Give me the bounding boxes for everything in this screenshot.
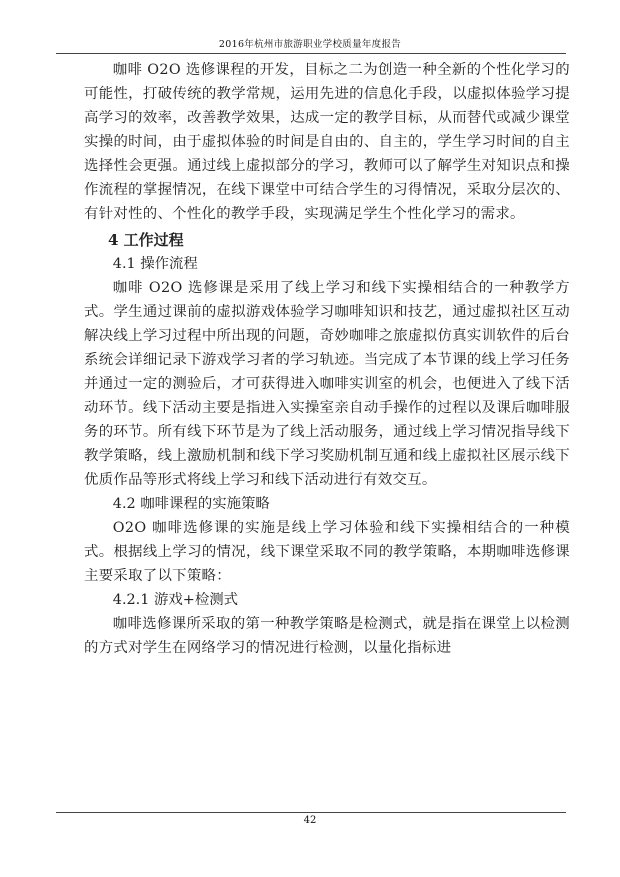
subsection-heading-4-2: 4.2 咖啡课程的实施策略 xyxy=(112,496,270,512)
page-body xyxy=(84,58,570,660)
paragraph-strategy: O2O 咖啡选修课的实施是线上学习体验和线下实操相结合的一种模式。根据线上学习的情况，线下课堂采取不同的教学策略，本期咖啡选修课主要采取了以下策略： xyxy=(84,520,570,584)
section-heading-4: 4 工作过程 xyxy=(108,231,184,249)
paragraph-detection: 咖啡选修课所采取的第一种教学策略是检测式，就是指在课堂上以检测的方式对学生在网络学习的情况进行检测，以量化指标进 xyxy=(84,616,570,656)
page-header: 2016年杭州市旅游职业学校质量年度报告 xyxy=(218,39,402,50)
page-number: 42 xyxy=(303,815,317,826)
subsection-heading-4-1: 4.1 操作流程 xyxy=(112,256,198,272)
subsection-heading-4-2-1: 4.2.1 游戏+检测式 xyxy=(112,592,238,608)
paragraph-operation-flow: 咖啡 O2O 选修课是采用了线上学习和线下实操相结合的一种教学方式。学生通过课前的虚拟游戏体验学习咖啡知识和技艺，通过虚拟社区互动解决线上学习过程中所出现的问题，奇妙咖啡之旅虚拟仿真实训软件的后台系统会详细记录下游戏学习者的学习轨迹。当完成了本节课的线上学习任务并通过一定的测验后，才可获得进入咖啡实训室的机会，也便进入了线下活动环节。线下活动主要是指进入实操室亲自动手操作的过程以及课后咖啡服务的环节。所有线下环节是为了线上活动服务，通过线上学习情况指导线下教学策略，线上激励机制和线下学习奖励机制互通和线上虚拟社区展示线下优质作品等形式将线上学习和线下活动进行有效交互。 xyxy=(84,280,570,488)
footer-divider xyxy=(56,812,566,813)
header-divider xyxy=(56,53,566,54)
paragraph-intro: 咖啡 O2O 选修课程的开发，目标之二为创造一种全新的个性化学习的可能性，打破传统的教学常规，运用先进的信息化手段，以虚拟体验学习提高学习的效率，改善教学效果，达成一定的教学目标，从而替代或减少课堂实操的时间，由于虚拟体验的时间是自由的、自主的，学生学习时间的自主选择性会更强。通过线上虚拟部分的学习，教师可以了解学生对知识点和操作流程的掌握情况，在线下课堂中可结合学生的习得情况，采取分层次的、有针对性的、个性化的教学手段，实现满足学生个性化学习的需求。 xyxy=(84,62,570,222)
